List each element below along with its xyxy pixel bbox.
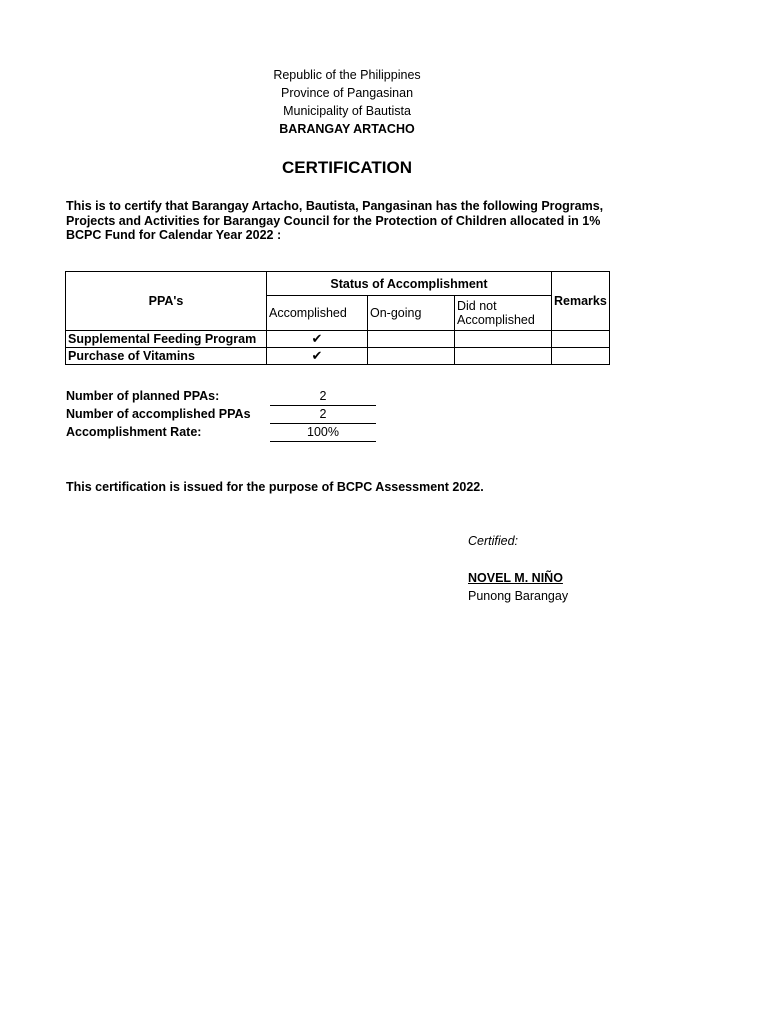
planned-ppas-value: 2 (270, 389, 376, 406)
remarks-cell (552, 348, 610, 365)
not-accomplished-cell (455, 348, 552, 365)
header-republic: Republic of the Philippines (273, 68, 421, 82)
not-accomplished-cell (455, 331, 552, 348)
certified-label: Certified: (468, 534, 519, 548)
not-accomplished-subheader (455, 296, 552, 331)
accomplishment-rate-label: Accomplishment Rate: (66, 425, 202, 439)
intro-paragraph: This is to certify that Barangay Artacho, Bautista, Pangasinan has the following Programs, Projects and Activities for Barangay Council for the Protection of Children allocated in 1% BCPC Fund for Calendar Year 2022 : (66, 199, 604, 242)
table-row (66, 331, 610, 348)
remarks-cell (552, 331, 610, 348)
header-municipality: Municipality of Bautista (283, 104, 411, 118)
not-accomplished-line1: Did not (457, 299, 497, 313)
accomplishment-rate-value: 100% (270, 425, 376, 442)
document-header (0, 66, 694, 138)
accomplished-ppas-value: 2 (270, 407, 376, 424)
header-barangay: BARANGAY ARTACHO (279, 122, 415, 136)
signer-name: NOVEL M. NIÑO (468, 571, 563, 585)
checkmark-icon: ✔ (267, 331, 368, 348)
ppa-name-cell: Purchase of Vitamins (66, 348, 267, 365)
accomplished-ppas-label: Number of accomplished PPAs (66, 407, 251, 421)
not-accomplished-line2: Accomplished (457, 313, 535, 327)
planned-ppas-label: Number of planned PPAs: (66, 389, 220, 403)
ongoing-subheader: On-going (368, 296, 455, 331)
accomplished-subheader: Accomplished (267, 296, 368, 331)
ongoing-cell (368, 331, 455, 348)
signer-position: Punong Barangay (468, 589, 569, 603)
ppa-column-header: PPA's (66, 272, 267, 331)
purpose-statement: This certification is issued for the purpose of BCPC Assessment 2022. (66, 480, 484, 494)
remarks-column-header: Remarks (552, 272, 610, 331)
ppa-table (65, 271, 610, 365)
checkmark-icon: ✔ (267, 348, 368, 365)
document-title: CERTIFICATION (281, 158, 412, 177)
header-province: Province of Pangasinan (280, 86, 414, 100)
table-row (66, 348, 610, 365)
ongoing-cell (368, 348, 455, 365)
status-column-header: Status of Accomplishment (267, 272, 552, 296)
ppa-name-cell: Supplemental Feeding Program (66, 331, 267, 348)
